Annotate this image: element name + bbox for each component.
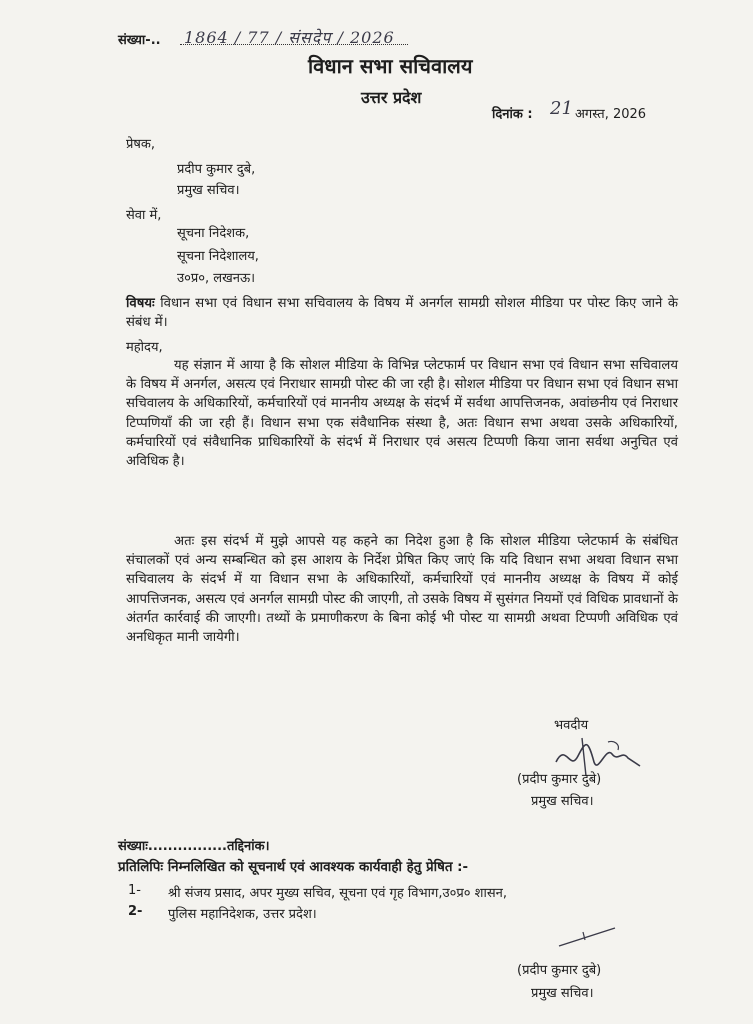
closing-text: भवदीय [554, 718, 589, 733]
body-paragraph-2: अतः इस संदर्भ में मुझे आपसे यह कहने का निदेश हुआ है कि सोशल मीडिया प्लेटफार्म के संबंधित संचालकों एवं अन्य सम्बन्धित को इस आशय के निर्देश प्रेषित किए जाएं कि यदि विधान सभा अथवा विधान सभा सचिवालय के संदर्भ में या विधान सभा के अधिकारियों, कर्मचारियों एवं माननीय अध्यक्ष के विषय में कोई आपत्तिजनक, असत्य एवं अनर्गल सामग्री पोस्ट की जाएगी, तो उसके विषय में सुसंगत नियमों एवं विधिक प्रावधानों के अंतर्गत कार्रवाई की जाएगी। तथ्यों के प्रमाणीकरण के बिना कोई भी पोस्ट या सामग्री अथवा टिप्पणी अविधिक एवं अनधिकृत मानी जायेगी। [126, 534, 678, 646]
date-month-year: अगस्त, 2026 [575, 107, 647, 122]
date-day-handwritten: 21 [550, 98, 573, 119]
organization-name: विधान सभा सचिवालय [308, 54, 473, 78]
signature-2-scribble [555, 922, 625, 952]
sender-label: प्रेषक, [126, 137, 156, 152]
signature-2-designation: प्रमुख सचिव। [531, 986, 594, 1001]
signature-1-name: (प्रदीप कुमार दुबे) [517, 772, 602, 787]
copy-item-1-text: श्री संजय प्रसाद, अपर मुख्य सचिव, सूचना एवं गृह विभाग,उ०प्र० शासन, [168, 886, 507, 901]
recipient-line-2: सूचना निदेशालय, [177, 249, 259, 264]
signature-1-designation: प्रमुख सचिव। [531, 794, 594, 809]
signature-2-name: (प्रदीप कुमार दुबे) [517, 963, 602, 978]
subject-label: विषयः [126, 296, 155, 311]
subject-text: विधान सभा एवं विधान सभा सचिवालय के विषय में अनर्गल सामग्री सोशल मीडिया पर पोस्ट किए जाने के संबंध में। [126, 296, 678, 330]
reference-number-handwritten: 1864 / 77 / संसदेप / 2026 [184, 28, 395, 47]
date-label: दिनांक : [492, 107, 533, 122]
body-paragraph-1: यह संज्ञान में आया है कि सोशल मीडिया के विभिन्न प्लेटफार्म पर विधान सभा एवं विधान सभा सचिवालय के विषय में अनर्गल, असत्य एवं निराधार सामग्री पोस्ट की जा रही है। सोशल मीडिया पर विधान सभा एवं विधान सभा सचिवालय के अधिकारियों, कर्मचारियों एवं माननीय अध्यक्ष के संदर्भ में सर्वथा आपत्तिजनक, अवांछनीय एवं निराधार टिप्पणियाँ की जा रही हैं। विधान सभा एक संवैधानिक संस्था है, अतः विधान सभा अथवा उसके अधिकारियों, कर्मचारियों एवं संवैधानिक प्राधिकारियों के संदर्भ में निराधार एवं असत्य टिप्पणी किया जाना सर्वथा अनुचित एवं अविधिक है। [126, 358, 678, 470]
reference-label: संख्या-.. [118, 33, 161, 48]
reference-dotted-line [180, 44, 408, 45]
copy-reference: संख्याः................तद्दिनांक। [118, 839, 270, 854]
salutation: महोदय, [126, 340, 163, 355]
copy-item-1-number: 1- [128, 883, 141, 898]
sender-name: प्रदीप कुमार दुबे, [177, 162, 256, 177]
copy-heading: प्रतिलिपिः निम्नलिखित को सूचनार्थ एवं आवश्यक कार्यवाही हेतु प्रेषित :- [118, 860, 469, 875]
copy-item-2-text: पुलिस महानिदेशक, उत्तर प्रदेश। [168, 907, 317, 922]
subject-block [126, 294, 678, 332]
recipient-line-3: उ०प्र०, लखनऊ। [177, 271, 256, 286]
sender-designation: प्रमुख सचिव। [177, 183, 240, 198]
copy-item-2-number: 2- [128, 904, 143, 919]
recipient-line-1: सूचना निदेशक, [177, 226, 250, 241]
recipient-label: सेवा में, [126, 208, 162, 223]
organization-state: उत्तर प्रदेश [361, 88, 422, 107]
